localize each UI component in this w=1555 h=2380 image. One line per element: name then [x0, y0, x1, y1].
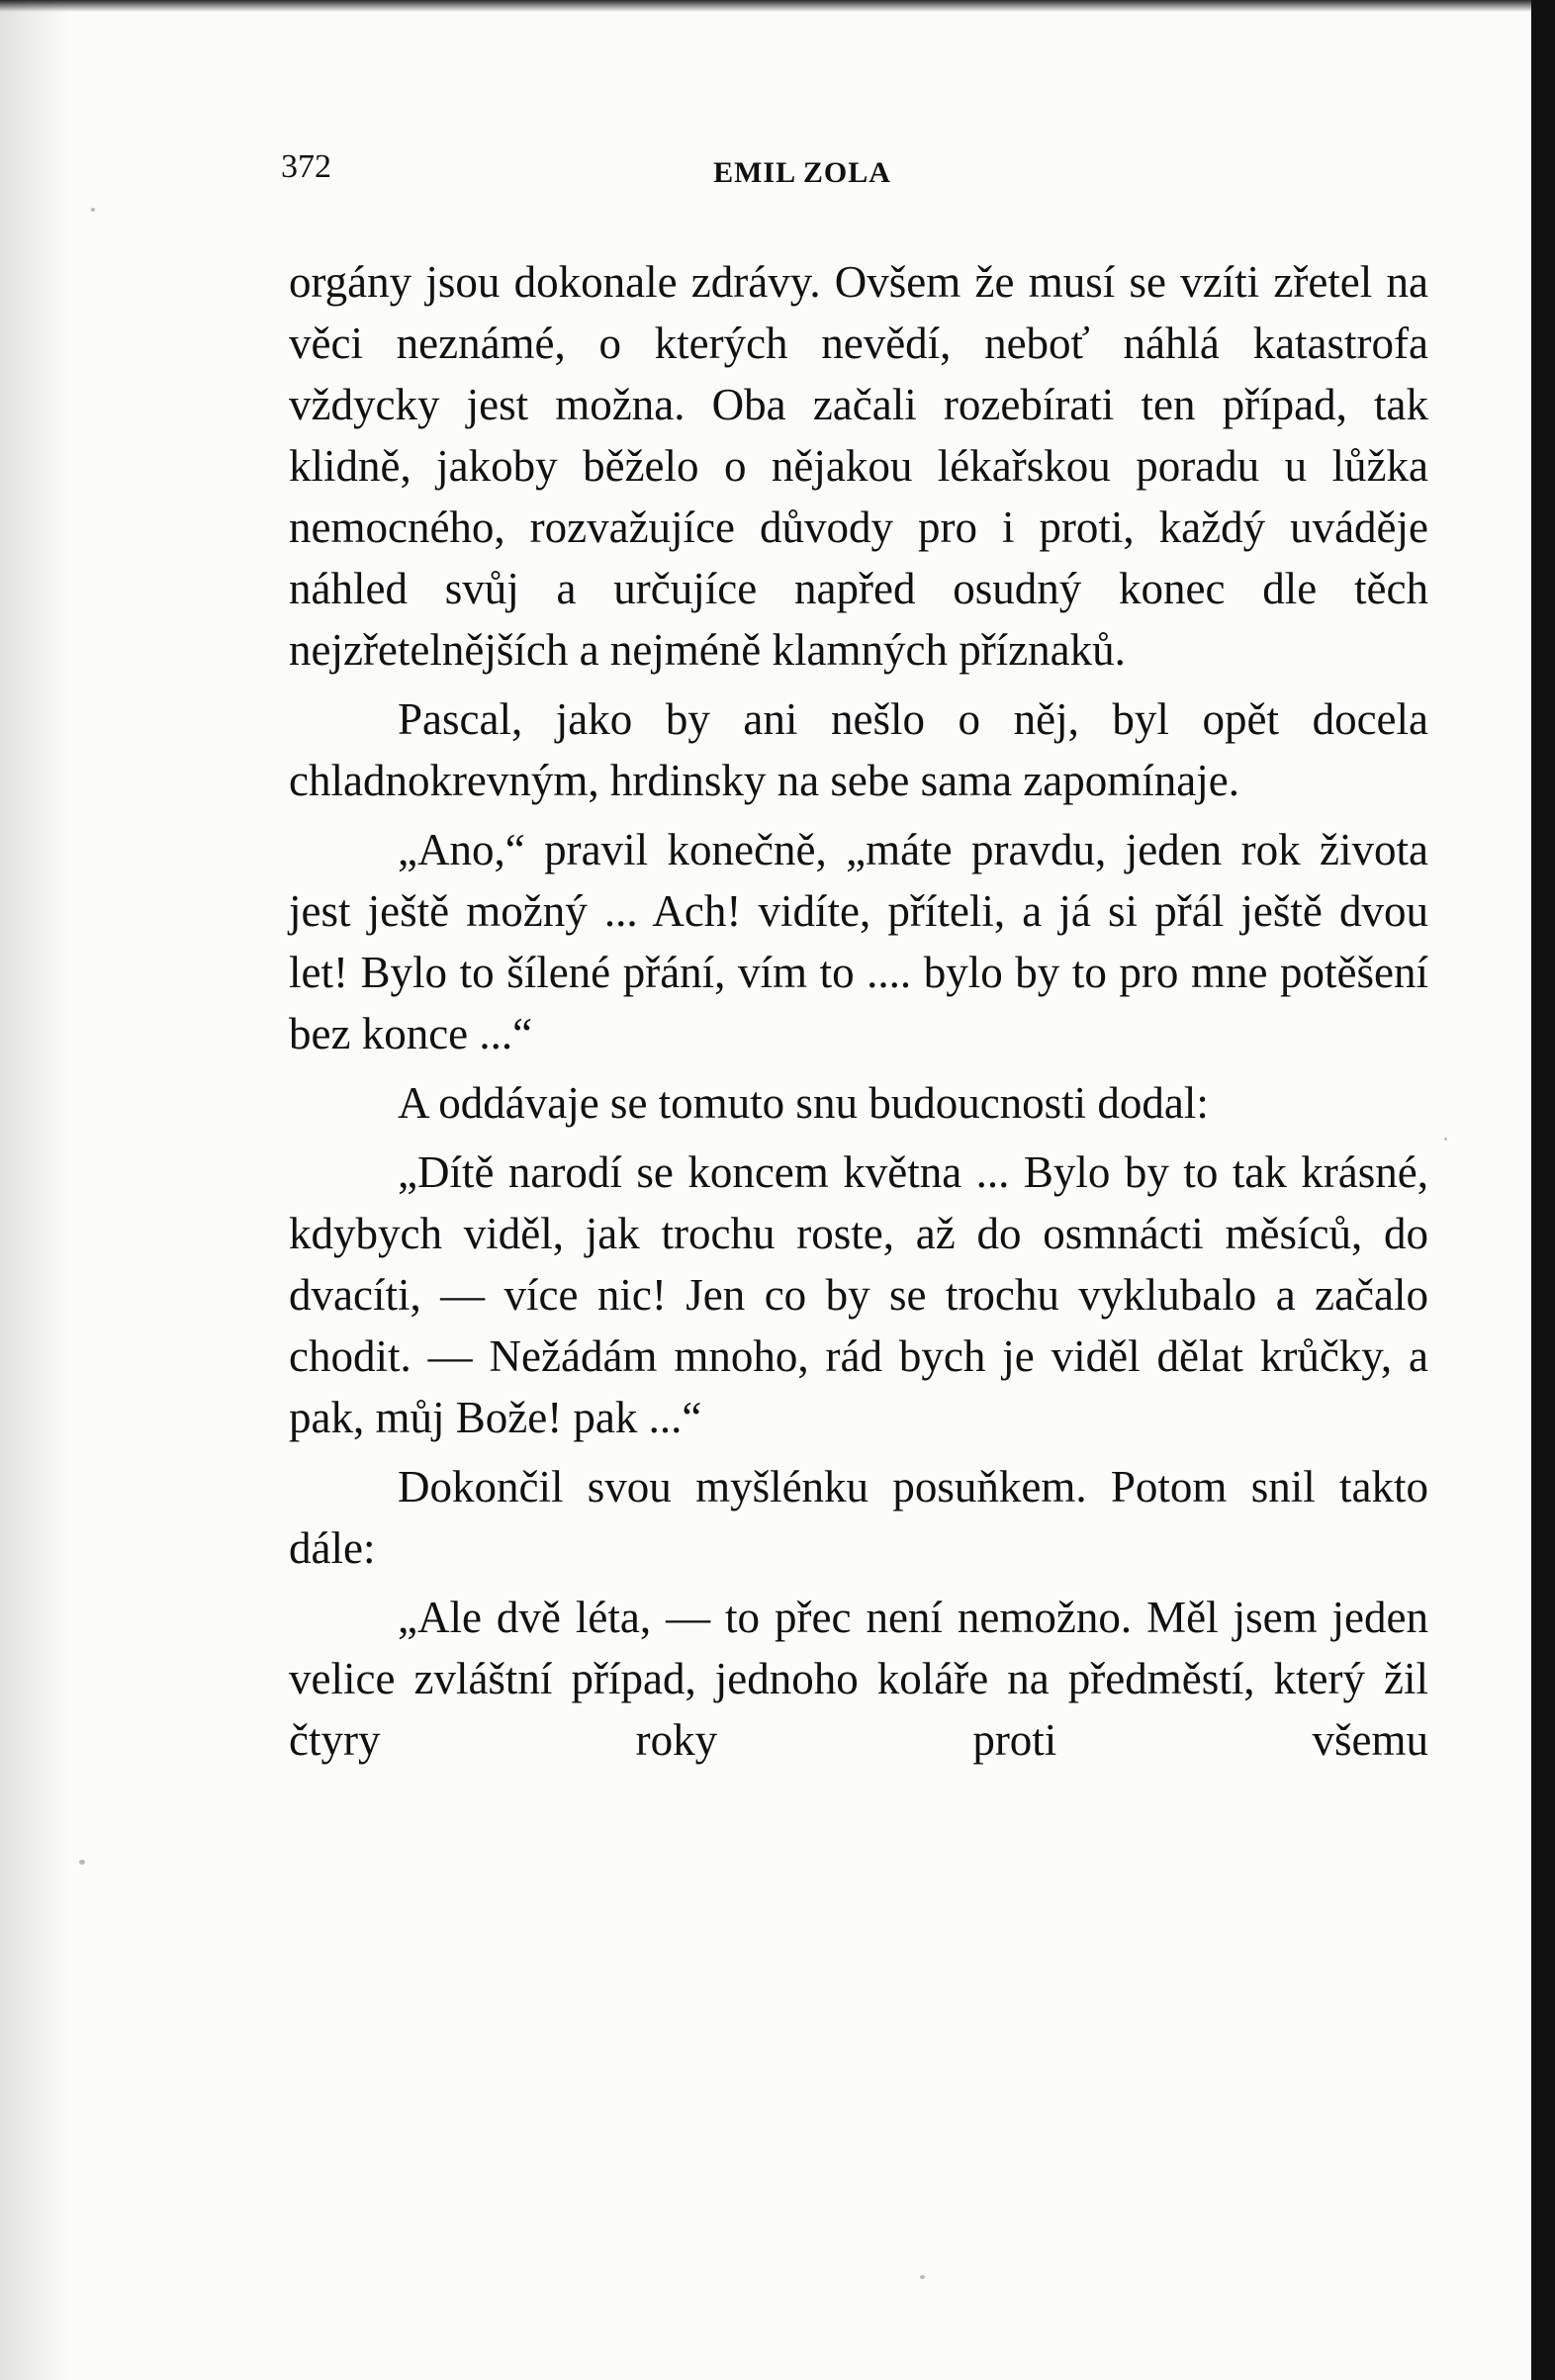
paragraph-4: A oddávaje se tomuto snu budoucnosti dodal:	[398, 1078, 1209, 1128]
top-edge-shadow	[0, 0, 1531, 12]
scan-speck	[79, 1860, 85, 1865]
running-title: EMIL ZOLA	[713, 156, 891, 189]
paragraph-1: orgány jsou dokonale zdrávy. Ovšem že musí se vzíti zřetel na věci neznámé, o kterých nevědí, neboť náhlá katastrofa vždycky jest možna. Oba začali rozebírati ten případ, tak klidně, jakoby běželo o nějakou lékařskou poradu u lůžka nemocného, rozvažujíce důvody pro i proti, každý uváděje náhled svůj a určujíce napřed osudný konec dle těch nejzřetelnějších a nejméně klamných příznaků.	[289, 257, 1428, 675]
scan-speck	[920, 2275, 925, 2279]
page-number: 372	[281, 148, 331, 185]
paragraph-3: „Ano,“ pravil konečně, „máte pravdu, jeden rok života jest ještě možný ... Ach! vidíte, příteli, a já si přál ještě dvou let! Bylo to šílené přání, vím to .... bylo by to pro mne potěšení bez konce ...“	[289, 825, 1428, 1058]
scan-speck	[91, 208, 95, 212]
paragraph-7: „Ale dvě léta, — to přec není nemožno. Měl jsem jeden velice zvláštní případ, jednoho koláře na předměstí, který žil čtyry roky proti všemu	[289, 1593, 1428, 1765]
gutter-shadow	[0, 0, 69, 2380]
paragraph-5: „Dítě narodí se koncem května ... Bylo by to tak krásné, kdybych viděl, jak trochu roste, až do osmnácti měsíců, do dvacíti, — více nic! Jen co by se trochu vyklubalo a začalo chodit. — Nežádám mnoho, rád bych je viděl dělat krůčky, a pak, můj Bože! pak ...“	[289, 1147, 1428, 1442]
body-text	[289, 251, 1428, 1779]
paragraph-2: Pascal, jako by ani nešlo o něj, byl opět docela chladnokrevným, hrdinsky na sebe sama zapomínaje.	[289, 694, 1428, 805]
right-page-edge	[1531, 0, 1555, 2380]
scan-speck	[1444, 1138, 1447, 1141]
paragraph-6: Dokončil svou myšlénku posuňkem. Potom snil takto dále:	[289, 1462, 1428, 1573]
